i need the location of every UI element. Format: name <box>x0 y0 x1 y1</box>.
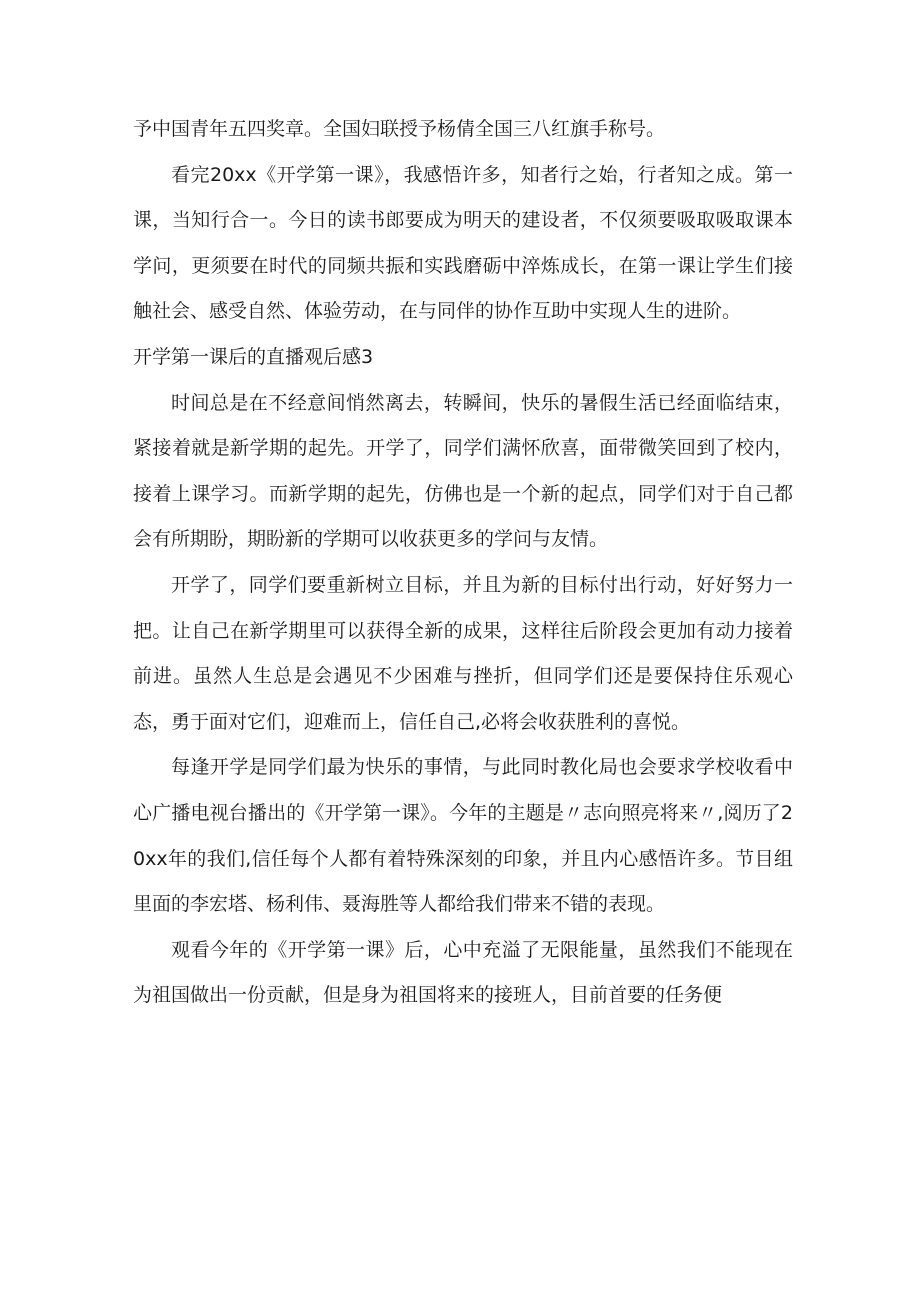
paragraph-new-goals: 开学了，同学们要重新树立目标，并且为新的目标付出行动，好好努力一把。让自己在新学期里可以获得全新的成果，这样往后阶段会更加有动力接着前进。虽然人生总是会遇见不少困难与挫折，但同学们还是要保持住乐观心态，勇于面对它们，迎难而上，信任自己,必将会收获胜利的喜悦。 <box>133 573 793 733</box>
paragraph-after-watching: 观看今年的《开学第一课》后，心中充溢了无限能量，虽然我们不能现在为祖国做出一份贡献，但是身为祖国将来的接班人，目前首要的任务便 <box>133 938 793 1007</box>
paragraph-new-semester: 时间总是在不经意间悄然离去，转瞬间，快乐的暑假生活已经面临结束，紧接着就是新学期的起先。开学了，同学们满怀欣喜，面带微笑回到了校内，接着上课学习。而新学期的起先，仿佛也是一个新的起点，同学们对于自己都会有所期盼，期盼新的学期可以收获更多的学问与友情。 <box>133 391 793 551</box>
section-heading-3: 开学第一课后的直播观后感3 <box>133 345 374 368</box>
paragraph-program-theme: 每逢开学是同学们最为快乐的事情，与此同时教化局也会要求学校收看中心广播电视台播出的《开学第一课》。今年的主题是〃志向照亮将来〃,阅历了20xx年的我们,信任每个人都有着特殊深刻的印象，并且内心感悟许多。节目组里面的李宏塔、杨利伟、聂海胜等人都给我们带来不错的表现。 <box>133 756 793 916</box>
paragraph-first-lesson-reflection: 看完20xx《开学第一课》，我感悟许多，知者行之始，行者知之成。第一课，当知行合一。今日的读书郎要成为明天的建设者，不仅须要吸取吸取课本学问，更须要在时代的同频共振和实践磨砺中淬炼成长，在第一课让学生们接触社会、感受自然、体验劳动，在与同伴的协作互助中实现人生的进阶。 <box>133 163 793 323</box>
document-body <box>133 107 793 1019</box>
paragraph-award-ending: 予中国青年五四奖章。全国妇联授予杨倩全国三八红旗手称号。 <box>133 118 666 140</box>
